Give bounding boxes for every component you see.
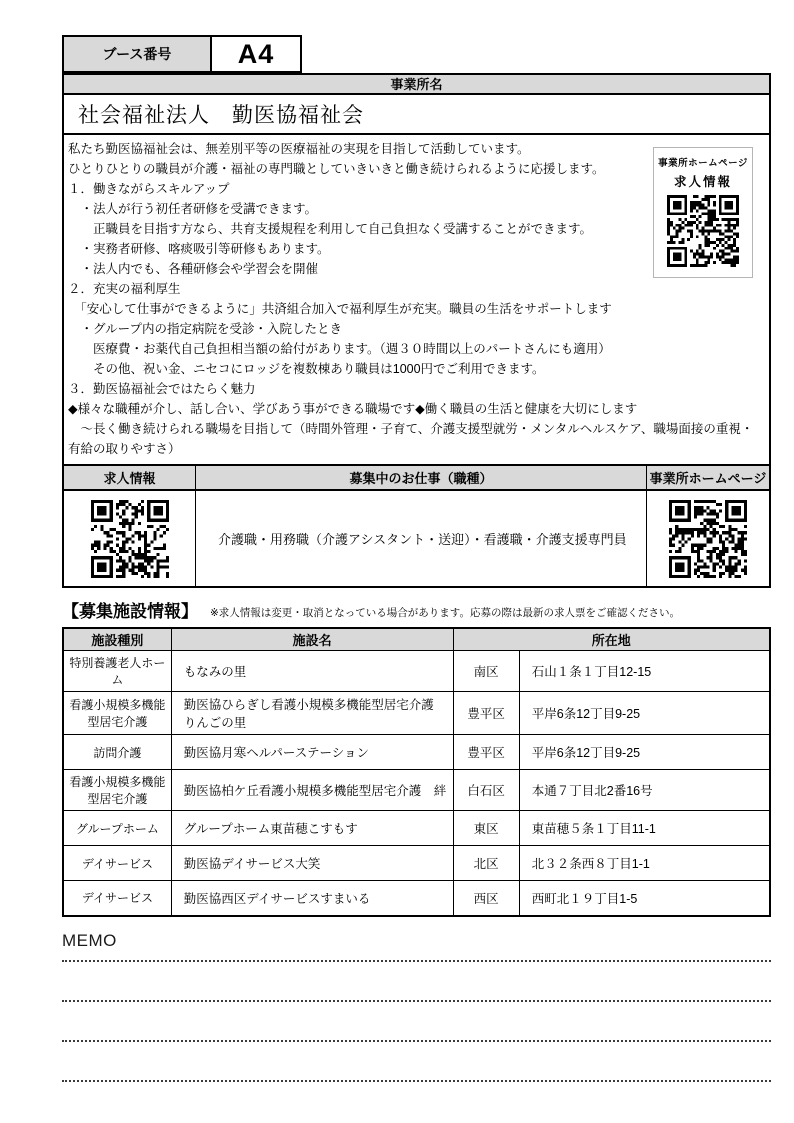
- facility-row: [63, 735, 770, 770]
- description-line: 正職員を目指す方なら、共育支援規程を利用して自己負担なく受講することができます。: [68, 222, 593, 236]
- facilities-section: [62, 597, 771, 917]
- memo-lines: [62, 960, 771, 1082]
- facility-cell-ward: 豊平区: [453, 692, 519, 735]
- facility-header-name: 施設名: [171, 628, 453, 651]
- facility-cell-name: 勤医協ひらぎし看護小規模多機能型居宅介護 りんごの里: [171, 692, 453, 735]
- description-line: ・グループ内の指定病院を受診・入院したとき: [68, 322, 343, 336]
- facility-cell-type: 看護小規模多機能型居宅介護: [63, 692, 171, 735]
- facility-cell-ward: 北区: [453, 846, 519, 881]
- facility-row: [63, 811, 770, 846]
- facility-cell-addr: 東苗穂５条１丁目11-1: [519, 811, 770, 846]
- facility-cell-addr: 北３２条西８丁目1-1: [519, 846, 770, 881]
- homepage-qr-cell: [647, 491, 769, 586]
- description-line: 有給の取りやすさ）: [68, 442, 181, 456]
- description-line: 医療費・お薬代自己負担相当額の給付があります。（週３０時間以上のパートさんにも適用）: [68, 342, 611, 356]
- description-line: ◆様々な職種が介し、話し合い、学びあう事ができる職場です◆働く職員の生活と健康を大切にします: [68, 402, 638, 416]
- description-line: ～長く働き続けられる職場を目指して（時間外管理・子育て、介護支援型就労・メンタルヘルスケア、職場面接の重視・: [68, 422, 754, 436]
- facility-row: [63, 651, 770, 692]
- facility-table: [62, 627, 771, 917]
- description-line: ・実務者研修、喀痰吸引等研修もあります。: [68, 242, 330, 256]
- booth-number-value: A4: [237, 38, 275, 69]
- facility-cell-name: 勤医協柏ケ丘看護小規模多機能型居宅介護 絆: [171, 770, 453, 811]
- main-info-block: [62, 73, 771, 588]
- facility-row: [63, 692, 770, 735]
- description-line: ・法人内でも、各種研修会や学習会を開催: [68, 262, 319, 276]
- facility-cell-addr: 西町北１９丁目1-5: [519, 881, 770, 916]
- facility-cell-type: 看護小規模多機能型居宅介護: [63, 770, 171, 811]
- jobinfo-qr-cell: [64, 491, 195, 586]
- facility-cell-ward: 白石区: [453, 770, 519, 811]
- facility-row: [63, 846, 770, 881]
- positions-text: 介護職・用務職（介護アシスタント・送迎）・看護職・介護支援専門員: [195, 491, 647, 586]
- memo-rule-line: [62, 1000, 771, 1002]
- description-line: ひとりひとりの職員が介護・福祉の専門職としていきいきと働き続けられるように応援します。: [68, 162, 605, 176]
- homepage-qr-label: 事業所ホームページ: [658, 158, 748, 169]
- facility-cell-addr: 石山１条１丁目12-15: [519, 651, 770, 692]
- facility-cell-addr: 本通７丁目北2番16号: [519, 770, 770, 811]
- qr-code-icon: [91, 500, 169, 578]
- facility-cell-ward: 西区: [453, 881, 519, 916]
- facility-cell-addr: 平岸6条12丁目9-25: [519, 735, 770, 770]
- homepage-qr-box: [653, 147, 753, 278]
- description-line: ２．充実の福利厚生: [68, 282, 181, 296]
- facility-cell-type: 特別養護老人ホーム: [63, 651, 171, 692]
- facility-header-type: 施設種別: [63, 628, 171, 651]
- description-line: １．働きながらスキルアップ: [68, 182, 230, 196]
- booth-number-box: [62, 35, 302, 73]
- facilities-note: ※求人情報は変更・取消となっている場合があります。応募の際は最新の求人票をご確認ください。: [210, 607, 680, 619]
- description-line: ３．勤医協福祉会ではたらく魅力: [68, 382, 256, 396]
- facility-cell-type: グループホーム: [63, 811, 171, 846]
- description-line: その他、祝い金、ニセコにロッジを複数棟あり職員は1000円でご利用できます。: [68, 362, 545, 376]
- office-name: 社会福祉法人 勤医協福祉会: [64, 95, 769, 135]
- facility-header-row: [63, 628, 770, 651]
- facility-cell-type: デイサービス: [63, 881, 171, 916]
- booth-number-label: ブース番号: [64, 37, 212, 71]
- memo-rule-line: [62, 1040, 771, 1042]
- memo-section: [62, 931, 771, 1082]
- facility-cell-name: 勤医協デイサービス大笑: [171, 846, 453, 881]
- facility-cell-name: グループホーム東苗穂こすもす: [171, 811, 453, 846]
- facility-cell-name: 勤医協月寒ヘルパーステーション: [171, 735, 453, 770]
- jobs-header-homepage: 事業所ホームページ: [647, 466, 769, 491]
- description-line: 私たち勤医協福祉会は、無差別平等の医療福祉の実現を目指して活動しています。: [68, 142, 530, 156]
- qr-code-icon: [667, 195, 739, 267]
- facility-table-body: [63, 651, 770, 916]
- description-line: 「安心して仕事ができるように」共済組合加入で福利厚生が充実。職員の生活をサポートします: [68, 302, 612, 316]
- memo-rule-line: [62, 960, 771, 962]
- facility-cell-type: 訪問介護: [63, 735, 171, 770]
- facility-cell-name: もなみの里: [171, 651, 453, 692]
- facility-row: [63, 770, 770, 811]
- jobs-header-positions: 募集中のお仕事（職種）: [195, 466, 647, 491]
- jobinfo-qr-label: 求人情報: [673, 175, 732, 189]
- description-line: ・法人が行う初任者研修を受講できます。: [68, 202, 318, 216]
- facility-row: [63, 881, 770, 916]
- facility-cell-name: 勤医協西区デイサービスすまいる: [171, 881, 453, 916]
- facilities-title-row: [62, 597, 771, 622]
- facility-cell-ward: 東区: [453, 811, 519, 846]
- qr-code-icon: [669, 500, 747, 578]
- facility-header-location: 所在地: [453, 628, 770, 651]
- jobs-header-jobinfo: 求人情報: [64, 466, 195, 491]
- facility-cell-ward: 豊平区: [453, 735, 519, 770]
- office-name-header: 事業所名: [64, 75, 769, 95]
- facility-cell-addr: 平岸6条12丁目9-25: [519, 692, 770, 735]
- memo-label: MEMO: [62, 931, 117, 950]
- memo-rule-line: [62, 1080, 771, 1082]
- jobs-table: [64, 464, 769, 586]
- facility-cell-ward: 南区: [453, 651, 519, 692]
- description-area: [64, 135, 769, 465]
- facility-cell-type: デイサービス: [63, 846, 171, 881]
- facilities-title: 【募集施設情報】: [62, 602, 198, 621]
